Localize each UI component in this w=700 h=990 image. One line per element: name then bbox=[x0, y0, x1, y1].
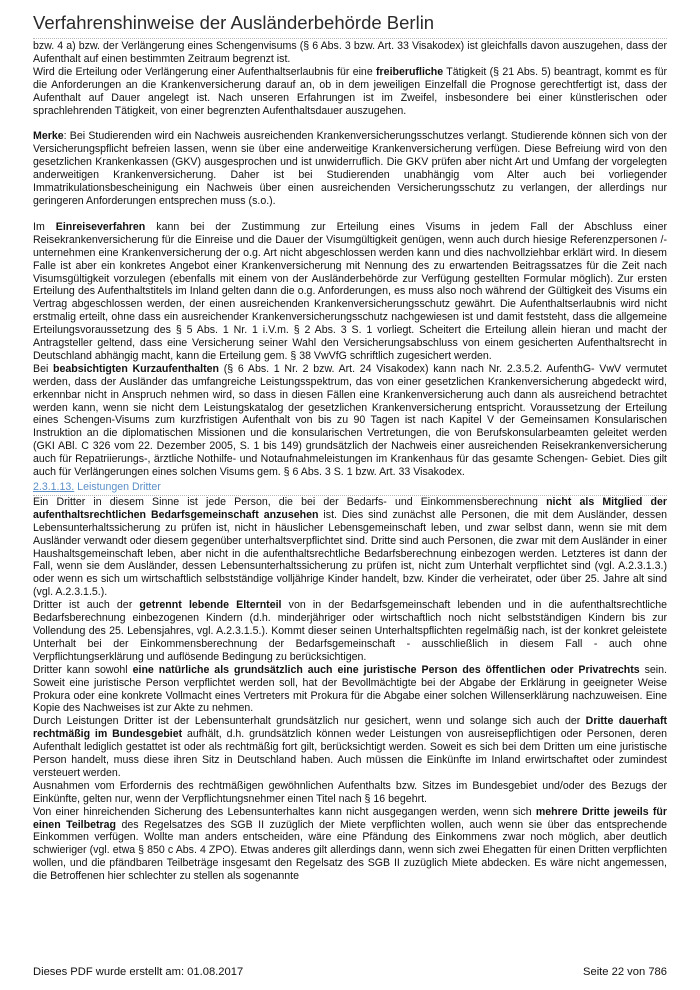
paragraph: bzw. 4 a) bzw. der Verlängerung eines Schengenvisums (§ 6 Abs. 3 bzw. Art. 33 Visakodex) ist gleichfalls davon auszugehen, dass der Aufenthalt auf einen bestimmten Zeitraum begrenzt ist. bbox=[33, 40, 667, 65]
page-number: Seite 22 von 786 bbox=[583, 966, 667, 978]
paragraph: Merke: Bei Studierenden wird ein Nachweis ausreichenden Krankenversicherungsschutzes verlangt. Studierende können sich von der Versicherungspflicht befreien lassen, wenn sie über eine anderweitige Krankenversicherung verfügen. Diese Befreiung wird von den gesetzlichen Krankenkassen (GKV) ausgesprochen und ist unwiderruflich. Die GKV prüfen aber nicht Art und Umfang der vorgelegten anderweitigen Krankenversicherung. Daher ist bei Studierenden unabhängig vom Alter auch bei vorliegender Immatrikulationsbescheinigung ein Nachweis über einen ausreichenden Versicherungsschutz zu verlangen, der allerdings nur geringeren Anforderungen entsprechen muss (s.o.). bbox=[33, 130, 667, 207]
paragraph: Dritter ist auch der getrennt lebende Elternteil von in der Bedarfsgemeinschaft lebenden und in die aufenthaltsrechtliche Bedarfsberechnung einbezogenen Kindern (d.h. minderjähriger oder wirtschaftlich noch nicht selbstständigen Kindern bis zur Vollendung des 25. Lebensjahres, vgl. A.2.3.1.5.). Kommt dieser seinen Unterhaltspflichten regelmäßig nach, ist der konkret geleistete Unterhalt bei der Einkommensberechnung der Bedarfsgemeinschaft - ausschließlich in diesem Fall - auch ohne Verpflichtungserklärung und auflösende Bedingung zu berücksichtigen. bbox=[33, 599, 667, 663]
paragraph: Ausnahmen vom Erfordernis des rechtmäßigen gewöhnlichen Aufenthalts bzw. Sitzes im Bundesgebiet und/oder des Bezugs der Einkünfte, gelten nur, wenn der Verpflichtungsnehmer einen Titel nach § 16 begehrt. bbox=[33, 779, 667, 805]
section-link[interactable]: 2.3.1.13. bbox=[33, 481, 75, 493]
paragraph: Im Einreiseverfahren kann bei der Zustimmung zur Erteilung eines Visums in jedem Fall der Abschluss einer Reisekrankenversicherung für die Einreise und die Dauer der Visumgültigkeit genügen, wenn auch durch hiesige Referenzpersonen /-unternehmen eine Krankenversicherung der o.g. Art nicht abgeschlossen werden kann und dies nachvollziehbar erklärt wird. In diesem Falle ist aber ein konkretes Angebot einer Krankenversicherung mit Nennung des zu erwartenden Beitragssatzes für die Zeit nach Visumsgültigkeit vorzulegen (ebenfalls mit einem von der Ausländerbehörde zur Verfügung gestellten Formular möglich). Zur ersten Erteilung des Aufenthaltstitels im Inland gelten dann die o.g. Anforderungen, es muss also noch während der Gültigkeit des Visums ein Vertrag abgeschlossen werden, der einen ausreichenden Krankenversicherungsschutz gewährt. Die Aufenthaltserlaubnis wird nicht erstmalig erteilt, ohne dass ein ausreichender Krankenversicherungsschutz nachgewiesen ist und damit feststeht, dass die allgemeine Erteilungsvoraussetzung des § 5 Abs. 1 Nr. 1 i.V.m. § 2 Abs. 3 S. 1 vorliegt. Scheitert die Erteilung allein hieran und macht der Antragsteller geltend, dass eine Versicherung seiner Wahl den Versicherungsabschluss von einem gesicherten Aufenthaltsrecht in Deutschland abhängig macht, kann die Erteilung gem. § 38 VwVfG schriftlich zugesichert werden. bbox=[33, 220, 667, 362]
section-title: Leistungen Dritter bbox=[74, 481, 161, 493]
paragraph: Durch Leistungen Dritter ist der Lebensunterhalt grundsätzlich nur gesichert, wenn und solange sich auch der Dritte dauerhaft rechtmäßig im Bundesgebiet aufhält, d.h. grundsätzlich können weder Leistungen von ausreisepflichtigen oder Personen, deren Aufenthalt lediglich gestattet ist oder als rechtmäßig fort gilt, berücksichtigt werden. Soweit es sich bei dem Dritten um eine juristische Person handelt, muss diese ihren Sitz in Deutschland haben. Auch müssen die Einkünfte im Inland erwirtschaftet oder zumindest versteuert werden. bbox=[33, 715, 667, 779]
paragraph: Wird die Erteilung oder Verlängerung einer Aufenthaltserlaubnis für eine freiberufliche Tätigkeit (§ 21 Abs. 5) beantragt, kommt es für die Anforderungen an die Krankenversicherung darauf an, ob in dem jeweiligen Einzelfall die Prognose gerechtfertigt ist, dass der Aufenthalt auf Dauer angelegt ist. Nach unseren Erfahrungen ist im Zweifel, insbesondere bei einer künstlerischen oder sprachlehrenden Tätigkeit, von einer begrenzten Aufenthaltsdauer auszugehen. bbox=[33, 65, 667, 117]
page-title: Verfahrenshinweise der Ausländerbehörde Berlin bbox=[33, 12, 435, 33]
paragraph: Dritter kann sowohl eine natürliche als grundsätzlich auch eine juristische Person des öffentlichen oder Privatrechts sein. Soweit eine juristische Person verpflichtet werden soll, hat der Bevollmächtigte bei der Abgabe der Erklärung in geeigneter Weise Prokura oder eine konkrete Vollmacht eines Vertreters mit Prokura für die Abgabe einer solchen Willenserklärung nachzuweisen. Eine Kopie des Nachweises ist zur Akte zu nehmen. bbox=[33, 663, 667, 715]
paragraph: Von einer hinreichenden Sicherung des Lebensunterhaltes kann nicht ausgegangen werden, wenn sich mehrere Dritte jeweils für einen Teilbetrag des Regelsatzes des SGB II zuzüglich der Miete verpflichten wollen, auch wenn sie über das entsprechende Einkommen verfügen. Wollte man anders entscheiden, wäre eine Pfändung des Einkommens zwar noch möglich, aber deutlich schwieriger (vgl. etwa § 850 c Abs. 4 ZPO). Etwas anderes gilt allerdings dann, wenn sich zwei Ehegatten für einen Dritten verpflichten wollen, und die pfändbaren Teilbeträge insgesamt den Regelsatz des SGB II zuzüglich Miete abdecken. Es wäre nicht angemessen, die Betroffenen hier schlechter zu stellen als sogenannte bbox=[33, 805, 667, 883]
section-heading bbox=[33, 481, 667, 496]
paragraph: Ein Dritter in diesem Sinne ist jede Person, die bei der Bedarfs- und Einkommensberechnung nicht als Mitglied der aufenthaltsrechtlichen Bedarfsgemeinschaft anzusehen ist. Dies sind zunächst alle Personen, die mit dem Ausländer, dessen Lebensunterhaltssicherung zu prüfen ist, nicht in häuslicher Lebensgemeinschaft leben, und zwar selbst dann, wenn sie mit dem Ausländer verwandt oder diesem gegenüber unterhaltsverpflichtet sind. Dritte sind auch Personen, die zwar mit dem Ausländer in einer Haushaltsgemeinschaft leben, aber nicht in die aufenthaltsrechtliche Bedarfsberechnung einbezogen werden. Letzteres ist dann der Fall, wenn sie dem Ausländer, dessen Lebensunterhaltssicherung zu prüfen ist, nicht zum Unterhalt verpflichtet sind (vgl. A.2.3.1.3.) oder wenn es sich um wirtschaftlich selbstständige volljährige Kinder handelt, bzw. Kinder die verheiratet, oder über 25. Jahre alt sind (vgl. A.2.3.1.5.). bbox=[33, 495, 667, 599]
page-header bbox=[33, 12, 667, 39]
creation-date: Dieses PDF wurde erstellt am: 01.08.2017 bbox=[33, 966, 244, 978]
paragraph: Bei beabsichtigten Kurzaufenthalten (§ 6 Abs. 1 Nr. 2 bzw. Art. 24 Visakodex) kann nach Nr. 2.3.5.2. AufenthG- VwV vermutet werden, dass der Ausländer das umfangreiche Leistungsspektrum, das von einer gesetzlichen Krankenversicherung abgedeckt wird, erkennbar nicht in Anspruch nehmen wird, so dass in diesen Fällen eine Krankenversicherung auch dann als ausreichend betrachtet werden kann, wenn sie nicht dem Leistungskatalog der gesetzlichen Krankenversicherung entspricht. Voraussetzung der Erteilung eines Schengen-Visums zum kurzfristigen Aufenthalt von bis zu 90 Tagen ist nach Kapitel V der Gemeinsamen Konsularischen Instruktion an die diplomatischen Missionen und die konsularischen Vertretungen, die von Berufskonsularbeamten geleitet werden (GKI ABl. C 326 vom 22. Dezember 2005, S. 1 bis 149) grundsätzlich der Nachweis einer ausreichenden Reisekrankenversicherung auch für Repatriierungs-, ärztliche Nothilfe- und Notaufnahmeleistungen im Krankenhaus für das gesamte Schengen- Gebiet. Dies gilt auch für Verlängerungen eines solchen Visums gem. § 6 Abs. 3 S. 1 bzw. Art. 33 Visakodex. bbox=[33, 362, 668, 479]
document-body bbox=[33, 40, 667, 883]
